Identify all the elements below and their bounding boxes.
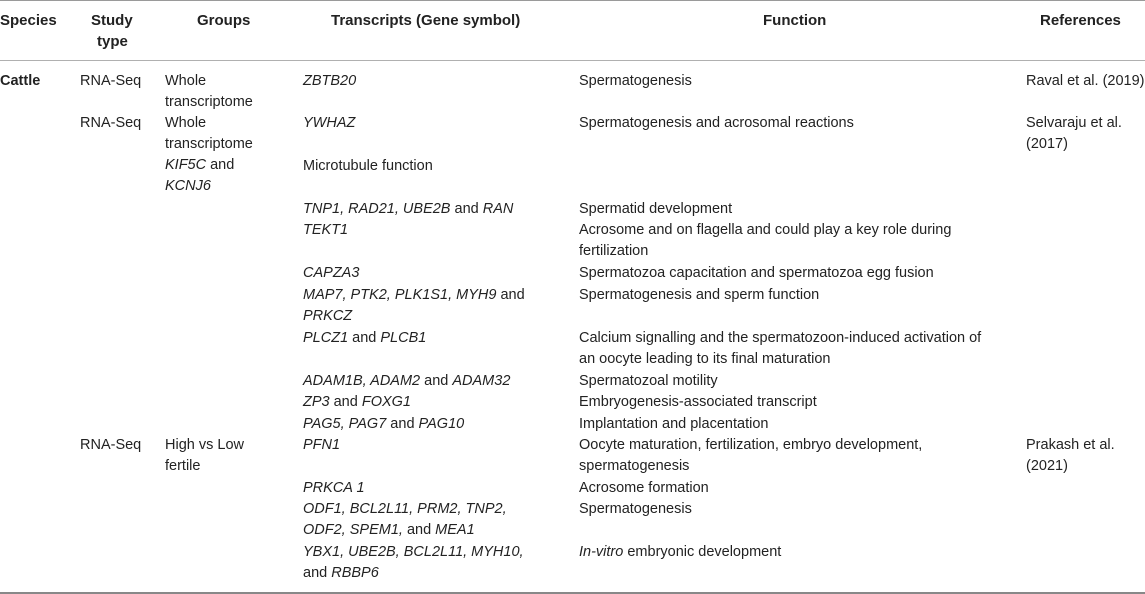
- function-cell-line2: spermatogenesis: [579, 458, 690, 474]
- function-cell: Embryogenesis-associated transcript: [579, 394, 817, 410]
- table-bottom-rule: [0, 592, 1145, 594]
- gene-symbol-cell-line2: [303, 563, 379, 584]
- gene-symbol: PLCB1: [380, 330, 427, 346]
- gene-symbol-cell: YBX1, UBE2B, BCL2L11, MYH10,: [303, 544, 524, 560]
- gene-symbols: PAG5, PAG7: [303, 416, 387, 432]
- gene-symbol-cell: ODF1, BCL2L11, PRM2, TNP2,: [303, 501, 507, 517]
- gene-symbol-cell: [303, 199, 513, 220]
- groups-cell: High vs Low: [165, 437, 244, 453]
- gene-symbol-cell: CAPZA3: [303, 265, 360, 281]
- gene-symbols: ADAM1B, ADAM2: [303, 373, 421, 389]
- gene-symbol-cell: [303, 371, 510, 392]
- conjunction: and: [450, 201, 483, 217]
- gene-symbol-cell: [303, 414, 464, 435]
- groups-cell: Whole: [165, 115, 207, 131]
- gene-symbol-cell: PFN1: [303, 437, 341, 453]
- study-type-cell: RNA-Seq: [80, 115, 142, 131]
- function-cell: Spermatogenesis: [579, 501, 692, 517]
- function-cell: Spermatozoa capacitation and spermatozoa egg fusion: [579, 265, 934, 281]
- conjunction: and: [386, 416, 419, 432]
- table-top-rule: [0, 0, 1145, 1]
- groups-cell-line3: [165, 155, 234, 176]
- gene-symbols: ODF2, SPEM1,: [303, 522, 403, 538]
- gene-symbols: MAP7, PTK2, PLK1S1, MYH9: [303, 287, 497, 303]
- conjunction: and: [420, 373, 453, 389]
- gene-symbol: RAN: [482, 201, 514, 217]
- header-study-type-line1: Study: [91, 12, 133, 29]
- function-cell: Spermatogenesis and acrosomal reactions: [579, 115, 854, 131]
- gene-symbol: ADAM32: [452, 373, 511, 389]
- conjunction: and: [496, 287, 525, 303]
- reference-cell-line2: (2017): [1026, 136, 1068, 152]
- gene-symbol-cell-line2: [303, 520, 475, 541]
- function-cell: Implantation and placentation: [579, 416, 769, 432]
- conjunction: and: [329, 394, 362, 410]
- header-study-type-line2: type: [97, 33, 128, 50]
- reference-cell-line2: (2021): [1026, 458, 1068, 474]
- reference-cell: Raval et al. (2019): [1026, 73, 1145, 89]
- groups-cell-line2: fertile: [165, 458, 201, 474]
- study-type-cell: RNA-Seq: [80, 437, 142, 453]
- function-cell: Spermatogenesis and sperm function: [579, 287, 820, 303]
- header-function: Function: [763, 12, 827, 29]
- groups-cell: Whole: [165, 73, 207, 89]
- function-cell-line2: an oocyte leading to its final maturation: [579, 351, 831, 367]
- gene-symbol: MEA1: [435, 522, 475, 538]
- gene-symbol: ZP3: [303, 394, 330, 410]
- function-cell: Spermatozoal motility: [579, 373, 718, 389]
- function-cell: Oocyte maturation, fertilization, embryo development,: [579, 437, 923, 453]
- gene-symbol-cell: PRKCA 1: [303, 480, 365, 496]
- reference-cell: Prakash et al.: [1026, 437, 1115, 453]
- reference-cell: Selvaraju et al.: [1026, 115, 1122, 131]
- function-cell-line2: fertilization: [579, 243, 649, 259]
- gene-symbol-cell: [303, 285, 525, 306]
- gene-symbol: PLCZ1: [303, 330, 349, 346]
- conjunction: and: [402, 522, 436, 538]
- gene-symbol: KIF5C: [165, 157, 207, 173]
- species-cell: Cattle: [0, 73, 41, 89]
- groups-cell-line4: KCNJ6: [165, 178, 211, 194]
- function-cell: Acrosome and on flagella and could play a key role during: [579, 222, 952, 238]
- study-type-cell: RNA-Seq: [80, 73, 142, 89]
- function-cell: [579, 542, 781, 563]
- gene-symbol: FOXG1: [361, 394, 411, 410]
- gene-symbol-cell: YWHAZ: [303, 115, 356, 131]
- header-rule: [0, 60, 1145, 61]
- gene-symbol-cell: [303, 328, 426, 349]
- gene-symbol: RBBP6: [331, 565, 379, 581]
- header-groups: Groups: [197, 12, 251, 29]
- gene-symbols: TNP1, RAD21, UBE2B: [303, 201, 451, 217]
- function-term: In-vitro: [579, 544, 624, 560]
- groups-cell-line2: transcriptome: [165, 136, 253, 152]
- groups-cell-line2: transcriptome: [165, 94, 253, 110]
- gene-symbol-cell-line2: PRKCZ: [303, 308, 353, 324]
- header-references: References: [1040, 12, 1121, 29]
- gene-symbol-cell: Microtubule function: [303, 158, 433, 174]
- conjunction: and: [206, 157, 235, 173]
- gene-symbol-cell: [303, 392, 411, 413]
- header-species: Species: [0, 12, 57, 29]
- function-cell: Spermatid development: [579, 201, 733, 217]
- function-rest: embryonic development: [623, 544, 782, 560]
- gene-symbol: PAG10: [418, 416, 465, 432]
- function-cell: Calcium signalling and the spermatozoon-induced activation of: [579, 330, 982, 346]
- header-transcripts: Transcripts (Gene symbol): [331, 12, 521, 29]
- conjunction: and: [348, 330, 381, 346]
- conjunction: and: [303, 565, 332, 581]
- gene-symbol-cell: TEKT1: [303, 222, 349, 238]
- function-cell: Spermatogenesis: [579, 73, 692, 89]
- gene-symbol-cell: ZBTB20: [303, 73, 357, 89]
- function-cell: Acrosome formation: [579, 480, 709, 496]
